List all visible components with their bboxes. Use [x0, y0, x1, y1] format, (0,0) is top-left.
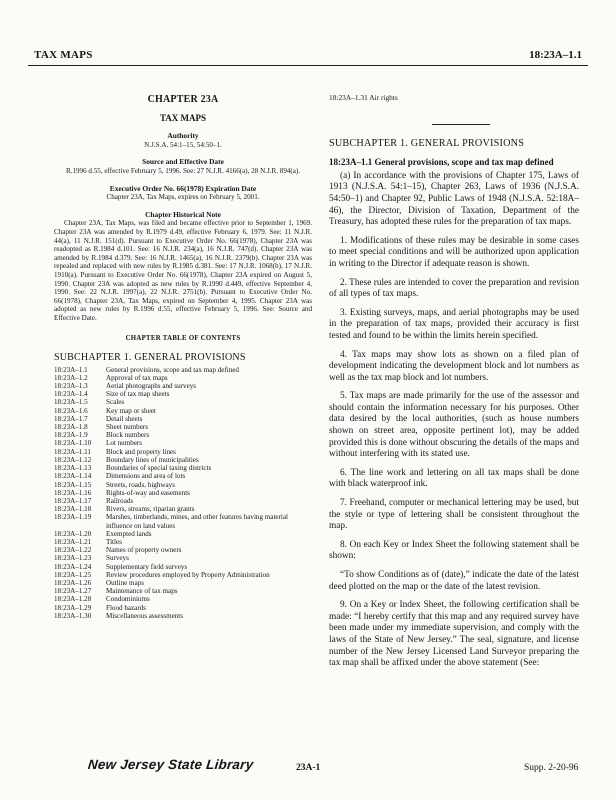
toc-heading: CHAPTER TABLE OF CONTENTS [125, 335, 241, 343]
toc-section-number: 18:23A–1.6 [54, 406, 88, 415]
toc-section-number: 18:23A–1.11 [54, 447, 91, 456]
toc-section-number: 18:23A–1.2 [54, 373, 88, 382]
toc-row [54, 554, 312, 562]
toc-section-title: Review procedures employed by Property Administration [106, 570, 270, 579]
toc-section-title: Streets, roads, highways [106, 480, 175, 489]
toc-section-number: 18:23A–1.18 [54, 505, 92, 514]
toc-section-number: 18:23A–1.21 [54, 537, 92, 546]
rule-paragraph: 1. Modifications of these rules may be desirable in some cases to meet special conditions and will be authorized upon application in writing to the Director if adequate reason is shown. [329, 235, 579, 269]
toc-row [54, 439, 312, 447]
toc-section-number: 18:23A–1.17 [54, 496, 92, 505]
toc-section-number: 18:23A–1.22 [54, 546, 92, 555]
toc-row [54, 604, 312, 612]
toc-row [54, 497, 312, 505]
toc-section-title: Boundary lines of municipalities [106, 455, 199, 464]
toc-row [54, 464, 312, 472]
toc-section-title: Block and property lines [106, 447, 176, 456]
toc-section-number: 18:23A–1.5 [54, 398, 88, 407]
toc-section-number: 18:23A–1.3 [54, 382, 88, 391]
running-header-title: TAX MAPS [34, 49, 93, 61]
toc-row [54, 563, 312, 571]
toc-row [54, 448, 312, 456]
toc-row [54, 382, 312, 390]
section-divider [432, 124, 490, 125]
toc-section-number: 18:23A–1.24 [54, 562, 92, 571]
authority-heading: Authority [167, 131, 199, 141]
subchapter-heading: SUBCHAPTER 1. GENERAL PROVISIONS [329, 137, 525, 149]
rule-paragraph: 7. Freehand, computer or mechanical lettering may be used, but the style or type of lettering shall be consistent throughout the map. [329, 498, 579, 532]
toc-section-number: 18:23A–1.8 [54, 423, 88, 432]
toc-continued-entry: 18:23A–1.31 Air rights [329, 93, 398, 102]
toc-section-title: Maintenance of tax maps [106, 587, 178, 596]
toc-row [54, 530, 312, 538]
toc-row [54, 513, 312, 529]
source-text: R.1996 d.55, effective February 5, 1996. See: 27 N.J.R. 4166(a), 28 N.J.R. 894(a). [65, 166, 301, 175]
toc-section-title: Flood hazards [106, 603, 146, 612]
history-heading: Chapter Historical Note [145, 209, 221, 219]
toc-row [54, 415, 312, 423]
toc-section-number: 18:23A–1.4 [54, 390, 88, 399]
toc-section-number: 18:23A–1.29 [54, 603, 92, 612]
table-of-contents [54, 366, 312, 620]
toc-row [54, 407, 312, 415]
rule-paragraph: 9. On a Key or Index Sheet, the following certification shall be made: “I hereby certify that this map and any required survey have been made under my immediate supervision, and comply with the laws of the State of New Jersey.” The seal, signature, and license number of the New Jersey Licensed Land Surveyor preparing the tax map shall be affixed under the above statement (See: [329, 600, 579, 669]
toc-section-number: 18:23A–1.14 [54, 472, 92, 481]
toc-row [54, 538, 312, 546]
running-header-section: 18:23A–1.1 [529, 49, 582, 61]
toc-section-title: General provisions, scope and tax map defined [106, 365, 239, 374]
chapter-name: TAX MAPS [159, 112, 207, 123]
toc-row [54, 579, 312, 587]
toc-row [54, 489, 312, 497]
rule-paragraph: 2. These rules are intended to cover the preparation and revision of all types of tax maps. [329, 277, 579, 300]
toc-section-title: Size of tax map sheets [106, 390, 170, 399]
toc-row [54, 431, 312, 439]
toc-row [54, 571, 312, 579]
toc-section-title: Rivers, streams, riparian grants [106, 505, 195, 514]
toc-section-title: Outline maps [106, 578, 145, 587]
toc-row [54, 398, 312, 406]
history-note: Chapter 23A, Tax Maps, was filed and became effective prior to September 1, 1969. Chapter 23A was amended by R.1979 d.49, effective February 6, 1979. See: 11 N.J.R. 44(a), 11 N.J.R. 151(d). Pursuant to Executive Order No. 66(1978), Chapter 23A was readopted as R.1984 d.101. See: 16 N.J.R. 234(a), 16 N.J.R. 747(d). Chapter 23A was amended by R.1984 d.379. See: 16 N.J.R. 1465(a), 16 N.J.R. 2379(b). Chapter 23A was repealed and replaced with new rules by R.1985 d.381. See: 17 N.J.R. 1068(b), 17 N.J.R. 1910(a). Pursuant to Executive Order No. 66(1978), Chapter 23A expired on August 5, 1990. Chapter 23A was adopted as new rules by R.1990 d.449, effective September 4, 1990. See: 22 N.J.R. 1997(a), 22 N.J.R. 2751(b). Pursuant to Executive Order No. 66(1978), Chapter 23A, Tax Maps, expired on September 4, 1995. Chapter 23A was adopted as new rules by R.1996 d.55, effective February 5, 1996. See: Source and Effective Date. [54, 219, 312, 322]
toc-section-title: Key map or sheet [106, 406, 156, 415]
toc-section-number: 18:23A–1.19 [54, 513, 92, 522]
toc-section-number: 18:23A–1.30 [54, 611, 92, 620]
toc-row [54, 472, 312, 480]
toc-section-number: 18:23A–1.28 [54, 595, 92, 604]
rule-paragraph: “To show Conditions as of (date),” indicate the date of the latest deed plotted on the map or the date of the latest revision. [329, 570, 579, 592]
toc-row [54, 546, 312, 554]
expiration-heading: Executive Order No. 66(1978) Expiration Date [109, 183, 257, 193]
toc-section-number: 18:23A–1.20 [54, 529, 92, 538]
toc-section-number: 18:23A–1.1 [54, 365, 88, 374]
toc-section-title: Names of property owners [106, 546, 182, 555]
toc-section-number: 18:23A–1.23 [54, 554, 92, 563]
toc-section-title: Surveys [106, 554, 129, 563]
toc-row [54, 423, 312, 431]
toc-section-title: Sheet numbers [106, 423, 148, 432]
toc-section-number: 18:23A–1.16 [54, 488, 92, 497]
toc-section-title: Miscellaneous assessments [106, 611, 184, 620]
toc-section-number: 18:23A–1.27 [54, 587, 92, 596]
chapter-title: CHAPTER 23A [147, 94, 219, 105]
toc-row [54, 390, 312, 398]
page-number: 23A-1 [296, 763, 321, 773]
header-rule [28, 65, 588, 66]
left-column [54, 92, 312, 620]
toc-section-number: 18:23A–1.15 [54, 480, 92, 489]
rule-heading: 18:23A–1.1 General provisions, scope and tax map defined [329, 157, 554, 168]
toc-section-number: 18:23A–1.26 [54, 578, 92, 587]
toc-section-title: Titles [106, 537, 122, 546]
toc-section-title: Lot numbers [106, 439, 143, 448]
toc-subchapter: SUBCHAPTER 1. GENERAL PROVISIONS [54, 352, 246, 364]
toc-section-number: 18:23A–1.12 [54, 455, 92, 464]
toc-row [54, 612, 312, 620]
toc-section-number: 18:23A–1.25 [54, 570, 92, 579]
toc-row [54, 366, 312, 374]
toc-section-title: Dimensions and area of lots [106, 472, 186, 481]
toc-section-title: Railroads [106, 496, 134, 505]
rule-paragraph: 6. The line work and lettering on all tax maps shall be done with black waterproof ink. [329, 467, 579, 490]
rule-paragraph: 3. Existing surveys, maps, and aerial photographs may be used in the preparation of tax maps, provided their accuracy is first tested and found to be within the limits herein specified. [329, 307, 579, 341]
toc-section-title: Supplementary field surveys [106, 562, 188, 571]
library-stamp: New Jersey State Library [87, 757, 255, 772]
rule-paragraph: 8. On each Key or Index Sheet the following statement shall be shown: [329, 539, 579, 562]
toc-section-title: Detail sheets [106, 414, 143, 423]
right-column [329, 92, 579, 670]
toc-row [54, 456, 312, 464]
toc-section-title: Rights-of-way and easements [106, 488, 190, 497]
toc-section-number: 18:23A–1.10 [54, 439, 92, 448]
toc-row [54, 374, 312, 382]
toc-section-number: 18:23A–1.7 [54, 414, 88, 423]
toc-section-title: Exempted lands [106, 529, 152, 538]
toc-section-number: 18:23A–1.9 [54, 431, 88, 440]
toc-section-title: Marshes, timberlands, mines, and other features having material influence on land values [106, 513, 289, 530]
toc-section-title: Aerial photographs and surveys [106, 382, 197, 391]
toc-row [54, 595, 312, 603]
toc-row [54, 505, 312, 513]
rule-paragraph: 5. Tax maps are made primarily for the use of the assessor and should contain the information necessary for his purposes. Other data desired by the local authorities, (such as house numbers shown on street area, opposite pertinent lot), may be added provided this is done without obscuring the details of the maps and without interfering with its stated use. [329, 391, 579, 460]
toc-section-title: Boundaries of special taxing districts [106, 464, 212, 473]
authority-text: N.J.S.A. 54:1–15, 54:50–1. [144, 140, 222, 149]
supplement-date: Supp. 2-20-96 [524, 763, 579, 773]
rule-paragraph: 4. Tax maps may show lots as shown on a filed plan of development indicating the development block and lot numbers as well as the tax map block and lot numbers. [329, 349, 579, 383]
toc-section-number: 18:23A–1.13 [54, 464, 92, 473]
expiration-text: Chapter 23A, Tax Maps, expires on February 5, 2001. [106, 193, 260, 202]
rule-paragraph: (a) In accordance with the provisions of Chapter 175, Laws of 1913 (N.J.S.A. 54:1–15), Chapter 263, Laws of 1936 (N.J.S.A. 54:50–1) and Chapter 92, Public Laws of 1948 (N.J.S.A. 52:18A–46), the Director, Division of Taxation, Department of the Treasury, has adopted these rules for the preparation of tax maps. [329, 170, 579, 228]
toc-section-title: Approval of tax maps [106, 373, 168, 382]
toc-row [54, 587, 312, 595]
source-heading: Source and Effective Date [142, 157, 224, 167]
toc-row [54, 481, 312, 489]
toc-section-title: Scales [106, 398, 125, 407]
toc-section-title: Condominiums [106, 595, 150, 604]
toc-section-title: Block numbers [106, 431, 150, 440]
